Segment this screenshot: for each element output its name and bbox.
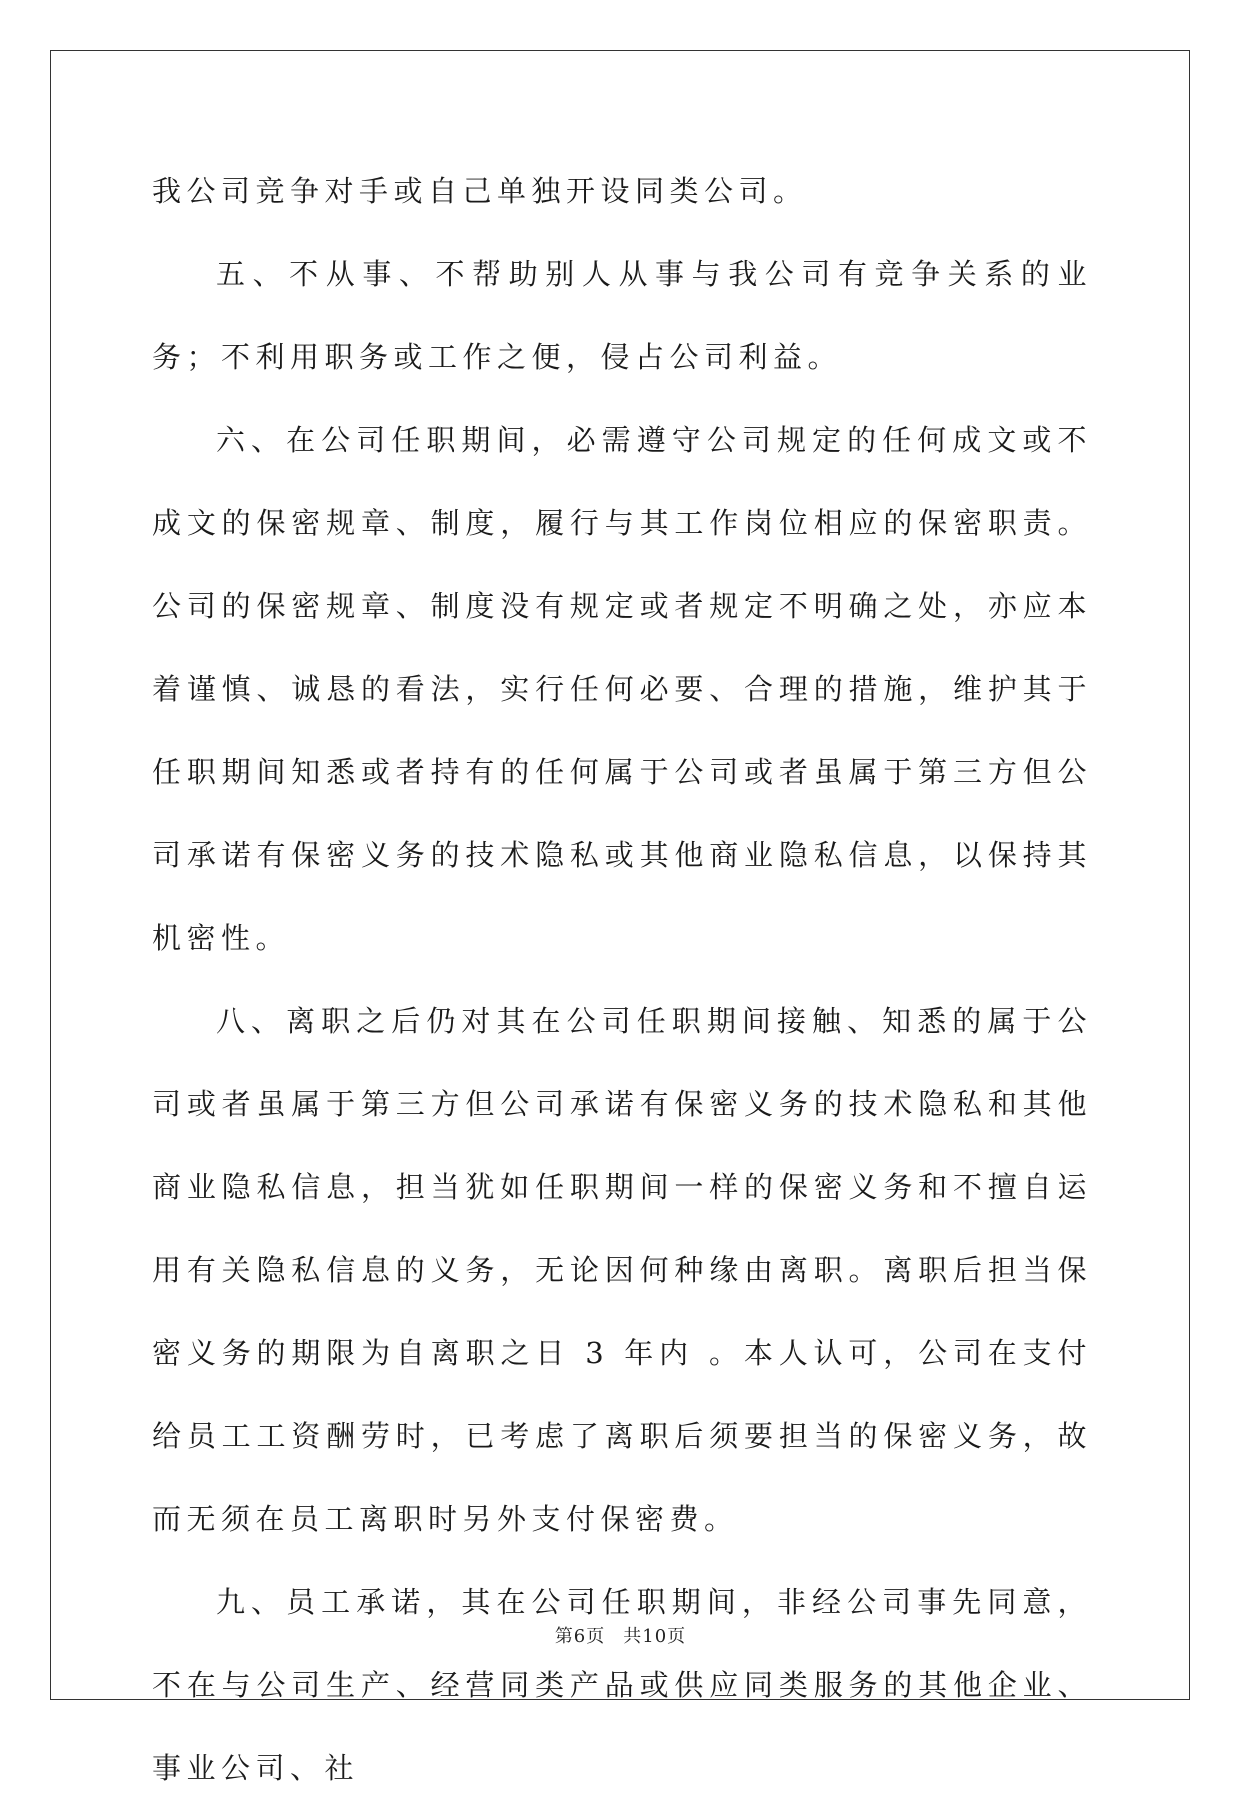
page-number-total: 共10页: [623, 1626, 687, 1647]
paragraph-clause-6: 六、在公司任职期间，必需遵守公司规定的任何成文或不成文的保密规章、制度，履行与其工作岗位相应的保密职责。公司的保密规章、制度没有规定或者规定不明确之处，亦应本着谨慎、诚恳的看法，实行任何必要、合理的措施，维护其于任职期间知悉或者持有的任何属于公司或者虽属于第三方但公司承诺有保密义务的技术隐私或其他商业隐私信息，以保持其机密性。: [152, 423, 1092, 955]
paragraph-clause-9: 九、员工承诺，其在公司任职期间，非经公司事先同意，不在与公司生产、经营同类产品或供应同类服务的其他企业、事业公司、社: [152, 1585, 1092, 1785]
paragraph-clause-8: 八、离职之后仍对其在公司任职期间接触、知悉的属于公司或者虽属于第三方但公司承诺有保密义务的技术隐私和其他商业隐私信息，担当犹如任职期间一样的保密义务和不擅自运用有关隐私信息的义务，无论因何种缘由离职。离职后担当保密义务的期限为自离职之日 3 年内 。本人认可，公司在支付给员工工资酬劳时，已考虑了离职后须要担当的保密义务，故而无须在员工离职时另外支付保密费。: [152, 1004, 1092, 1536]
document-body: [152, 150, 1092, 1810]
paragraph-clause-5: 五、不从事、不帮助别人从事与我公司有竞争关系的业务；不利用职务或工作之便，侵占公司利益。: [152, 257, 1092, 374]
page-number-current: 第6页: [554, 1626, 606, 1647]
paragraph-continuation: 我公司竞争对手或自己单独开设同类公司。: [152, 174, 808, 208]
page-footer: [0, 1622, 1241, 1648]
